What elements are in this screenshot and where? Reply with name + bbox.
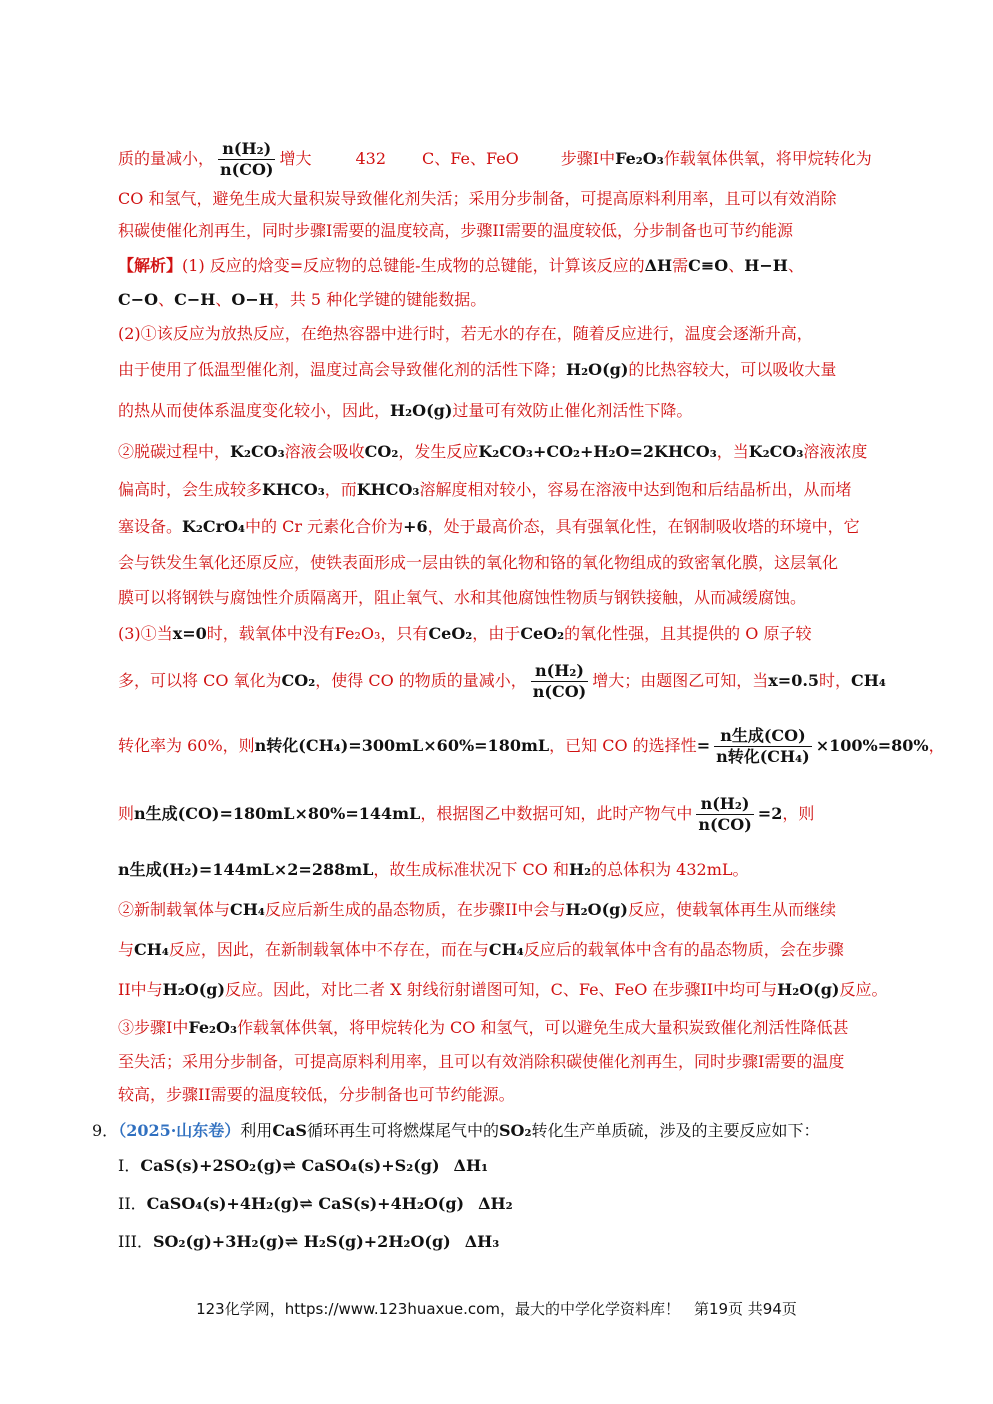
formula: K₂CO₃: [748, 442, 804, 461]
formula: K₂CrO₄: [182, 517, 246, 536]
formula: H₂O(g): [162, 980, 226, 999]
reaction-2: [118, 1194, 513, 1214]
analysis-line-5: [118, 401, 692, 421]
circled-number: ②: [118, 900, 135, 919]
fraction-denominator: n(CO): [220, 160, 274, 179]
text: 、: [728, 256, 745, 275]
text: 、: [215, 290, 232, 309]
text: (1) 反应的焓变=反应物的总键能-生成物的总键能，计算该反应的: [182, 256, 645, 275]
formula: CH₄: [134, 940, 169, 959]
circled-number: ①: [140, 624, 157, 643]
reaction-3: [118, 1232, 499, 1252]
fraction-numerator: n(H₂): [218, 140, 275, 160]
text: 与: [118, 940, 135, 959]
text: ，根据图乙中数据可知，此时产物气中: [420, 804, 693, 823]
text: 由于使用了低温型催化剂，温度过高会导致催化剂的活性下降；: [118, 360, 567, 379]
answer-text: 步骤I中: [560, 149, 616, 168]
answer-volume: 432: [355, 149, 387, 168]
text: 新制载氧体与: [134, 900, 231, 919]
text: ，由于: [472, 624, 521, 643]
answer-line-2: CO 和氢气，避免生成大量积炭导致催化剂失活；采用分步制备，可提高原料利用率，且可以有效消除: [118, 189, 837, 208]
analysis-line-10: 膜可以将钢铁与腐蚀性介质隔离开，阻止氧气、水和其他腐蚀性物质与钢铁接触，从而减缓腐蚀。: [118, 588, 807, 607]
analysis-line-2: [118, 290, 486, 310]
text: 塞设备。: [118, 517, 183, 536]
formula: H−H: [744, 256, 788, 275]
text: 转化率为 60%，则: [118, 736, 255, 755]
footer-site: 123化学网，https://www.123huaxue.com，最大的中学化学资料库！: [196, 1300, 680, 1318]
answer-line-1: [118, 140, 872, 179]
fraction-denominator: n(CO): [532, 682, 587, 701]
text: 循环再生可将燃煤尾气中的: [306, 1121, 499, 1140]
formula: KHCO₃: [262, 480, 325, 499]
answer-text: 作载氧体供氧，将甲烷转化为: [663, 149, 872, 168]
reaction-label: II．: [118, 1194, 147, 1213]
formula: Fe₂O₃: [615, 149, 664, 168]
analysis-tag: 【解析】: [118, 256, 183, 275]
text: 脱碳过程中，: [134, 442, 231, 461]
formula: CH₄: [488, 940, 524, 959]
text: 溶液会吸收: [284, 442, 365, 461]
reaction-1: [118, 1156, 488, 1176]
fraction-denominator: n转化(CH₄): [716, 747, 810, 766]
fraction-selectivity: [714, 727, 812, 766]
text: (3): [118, 624, 141, 643]
formula: C−H: [174, 290, 216, 309]
fraction-h2-over-co: [218, 140, 275, 179]
fraction-h2-over-co: [696, 795, 753, 834]
circled-number: ①: [140, 324, 157, 343]
reaction-equation: SO₂(g)+3H₂(g)⇌ H₂S(g)+2H₂O(g): [152, 1232, 451, 1251]
text: ，故生成标准状况下 CO 和: [373, 860, 569, 879]
text: 反应，因此，在新制载氧体中不存在，而在与: [168, 940, 489, 959]
enthalpy-symbol: ΔH₂: [478, 1194, 513, 1213]
analysis-line-17: [118, 940, 844, 960]
formula: Fe₂O₃: [188, 1018, 237, 1037]
circled-number: ③: [118, 1018, 135, 1037]
question-9-stem: [92, 1121, 820, 1141]
text: ，处于最高价态，具有强氧化性，在钢制吸收塔的环境中，它: [427, 517, 860, 536]
page-footer: [0, 1298, 993, 1319]
analysis-line-1: [118, 256, 804, 276]
analysis-line-18: [118, 980, 888, 1000]
enthalpy-symbol: ΔH₁: [453, 1156, 489, 1175]
analysis-line-8: [118, 517, 860, 537]
analysis-line-15: [118, 860, 749, 880]
analysis-line-7: [118, 480, 851, 500]
text: 反应。: [839, 980, 888, 999]
formula: x=0: [172, 624, 207, 643]
text: 的比热容较大，可以吸收大量: [628, 360, 837, 379]
formula: n生成(H₂)=144mL×2=288mL: [118, 860, 374, 879]
text: 则: [118, 804, 135, 823]
text: 利用: [240, 1121, 273, 1140]
formula: n生成(CO)=180mL×80%=144mL: [134, 804, 421, 823]
text: ，而: [324, 480, 357, 499]
text: 作载氧体供氧，将甲烷转化为 CO 和氢气，可以避免生成大量积炭致催化剂活性降低甚: [236, 1018, 849, 1037]
formula: CH₄: [851, 671, 886, 690]
text: ，使得 CO 的物质的量减小，: [315, 671, 527, 690]
text: 时，: [819, 671, 852, 690]
text: 、: [787, 256, 804, 275]
analysis-line-19: [118, 1018, 849, 1038]
formula: H₂O(g): [390, 401, 453, 420]
formula: H₂O(g): [565, 900, 628, 919]
answer-substances: C、Fe、FeO: [422, 149, 519, 168]
text: 需: [672, 256, 689, 275]
text: 反应。因此，对比二者 X 射线衍射谱图可知，C、Fe、FeO 在步骤II中均可与: [225, 980, 778, 999]
text: ，则: [782, 804, 815, 823]
formula: =2: [757, 804, 783, 823]
text: II中与: [118, 980, 163, 999]
reaction-equation: CaS(s)+2SO₂(g)⇌ CaSO₄(s)+S₂(g): [140, 1156, 440, 1175]
analysis-line-20: 至失活；采用分步制备，可提高原料利用率，且可以有效消除积碳使催化剂再生，同时步骤I需要的温度: [118, 1052, 845, 1071]
formula: O−H: [231, 290, 274, 309]
analysis-line-21: 较高，步骤II需要的温度较低，分步制备也可节约能源。: [118, 1085, 515, 1104]
text: 该反应为放热反应，在绝热容器中进行时，若无水的存在，随着反应进行，温度会逐渐升高，: [156, 324, 813, 343]
text: 溶液浓度: [803, 442, 868, 461]
fraction-denominator: n(CO): [698, 815, 752, 834]
text: 反应后的载氧体中含有的晶态物质，会在步骤: [523, 940, 844, 959]
analysis-line-16: [118, 900, 836, 920]
formula: KHCO₃: [356, 480, 420, 499]
answer-line-3: 积碳使催化剂再生，同时步骤I需要的温度较高，步骤II需要的温度较低，分步制备也可节约能源: [118, 221, 793, 240]
formula: K₂CO₃+CO₂+H₂O=2KHCO₃: [478, 442, 717, 461]
formula: CaS: [272, 1121, 307, 1140]
analysis-line-12: [118, 662, 886, 701]
text: 的总体积为 432mL。: [591, 860, 749, 879]
analysis-line-14: [118, 795, 814, 834]
text: ，发生反应: [398, 442, 479, 461]
text: 溶解度相对较小，容易在溶液中达到饱和后结晶析出，从而堵: [419, 480, 852, 499]
text: ，: [928, 736, 945, 755]
circled-number: ②: [118, 442, 135, 461]
reaction-equation: CaSO₄(s)+4H₂(g)⇌ CaS(s)+4H₂O(g): [146, 1194, 465, 1213]
analysis-line-4: [118, 360, 836, 380]
text: 增大；由题图乙可知，当: [592, 671, 769, 690]
formula: C−O: [118, 290, 159, 309]
analysis-line-13: 转化率为 60%，则n转化(CH₄)=300mL×60%=180mL，已知 CO 的选择性= $\frac{\text{n生成(CO)}}{\text{n转化(CH₄)}}$ ×100%=80%，: [118, 726, 945, 766]
fraction-numerator: n(H₂): [531, 662, 588, 682]
text: 当: [156, 624, 173, 643]
formula: ×100%=80%: [815, 736, 929, 755]
reaction-label: I．: [118, 1156, 141, 1175]
reaction-label: III．: [118, 1232, 153, 1251]
text: 的氧化性强，且其提供的 O 原子较: [564, 624, 812, 643]
text: ，当: [716, 442, 749, 461]
formula: C≡O: [688, 256, 729, 275]
formula: CO₂: [281, 671, 316, 690]
formula: CeO₂: [520, 624, 565, 643]
fraction-h2-over-co: [531, 662, 588, 701]
formula: ΔH: [644, 256, 673, 275]
analysis-line-3: [118, 324, 813, 344]
text: 过量可有效防止催化剂活性下降。: [452, 401, 693, 420]
fraction-numerator: n生成(CO): [714, 727, 812, 747]
text: 偏高时，会生成较多: [118, 480, 263, 499]
page-number: 第19页 共94页: [693, 1300, 797, 1318]
question-source: （2025·山东卷）: [118, 1121, 241, 1140]
text: 、: [158, 290, 175, 309]
formula: CH₄: [230, 900, 265, 919]
text: 多，可以将 CO 氧化为: [118, 671, 282, 690]
formula: n转化(CH₄)=300mL×60%=180mL: [254, 736, 550, 755]
formula: x=0.5: [768, 671, 820, 690]
text: ，已知 CO 的选择性: [549, 736, 697, 755]
answer-text: 质的量减小，: [118, 149, 215, 168]
text: 中的 Cr 元素化合价为: [245, 517, 404, 536]
formula: SO₂: [498, 1121, 532, 1140]
formula: +6: [403, 517, 428, 536]
text: 步骤I中: [134, 1018, 189, 1037]
formula: H₂: [568, 860, 592, 879]
formula: CO₂: [364, 442, 399, 461]
text: 转化生产单质硫，涉及的主要反应如下：: [531, 1121, 820, 1140]
text: 反应，使载氧体再生从而继续: [627, 900, 836, 919]
answer-text: 增大: [279, 149, 312, 168]
formula: CeO₂: [428, 624, 473, 643]
fraction-numerator: n(H₂): [696, 795, 753, 815]
analysis-line-11: [118, 624, 811, 644]
analysis-line-9: 会与铁发生氧化还原反应，使铁表面形成一层由铁的氧化物和铬的氧化物组成的致密氧化膜，这层氧化: [118, 553, 839, 572]
formula: H₂O(g): [566, 360, 629, 379]
formula: H₂O(g): [777, 980, 840, 999]
text: (2): [118, 324, 141, 343]
text: ，共 5 种化学键的键能数据。: [273, 290, 487, 309]
formula: K₂CO₃: [230, 442, 285, 461]
enthalpy-symbol: ΔH₃: [464, 1232, 500, 1251]
question-number: 9．: [92, 1121, 119, 1140]
text: 时，载氧体中没有Fe₂O₃，只有: [206, 624, 429, 643]
text: 的热从而使体系温度变化较小，因此，: [118, 401, 391, 420]
text: 反应后新生成的晶态物质，在步骤II中会与: [264, 900, 566, 919]
analysis-line-6: [118, 442, 867, 462]
